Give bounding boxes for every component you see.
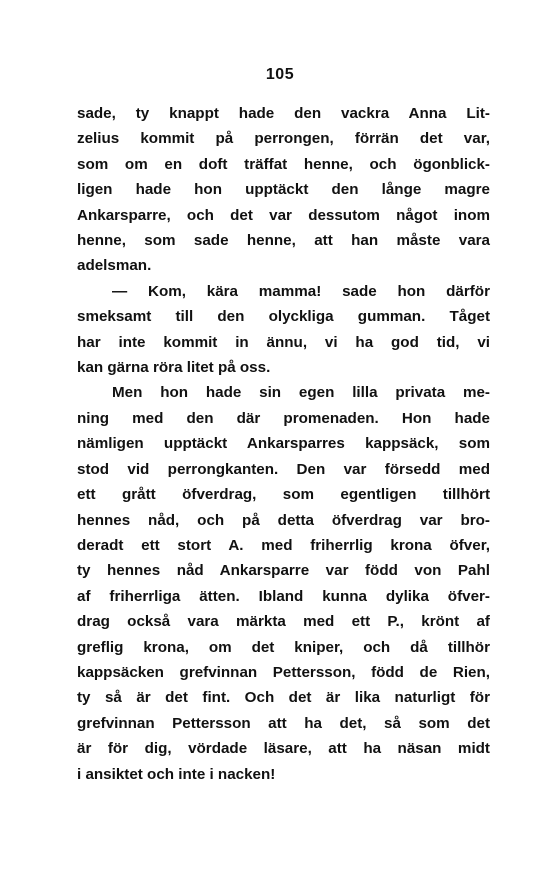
text-line: zelius kommit på perrongen, förrän det var, (77, 130, 490, 148)
text-line: adelsman. (77, 257, 152, 275)
text-line: ning med den där promenaden. Hon hade (77, 409, 490, 427)
text-line: Ankarsparre, och det var dessutom något inom (77, 206, 490, 224)
text-line: som om en doft träffat henne, och ögonblick- (77, 155, 490, 173)
text-line: Men hon hade sin egen lilla privata me- (112, 384, 490, 402)
text-line: i ansiktet och inte i nacken! (77, 765, 276, 783)
text-line: har inte kommit in ännu, vi ha god tid, vi (77, 333, 490, 351)
text-line: — Kom, kära mamma! sade hon därför (112, 282, 490, 300)
paragraph (77, 101, 490, 279)
text-line: nämligen upptäckt Ankarsparres kappsäck, som (77, 435, 490, 453)
text-line: smeksamt till den olyckliga gumman. Tåget (77, 308, 490, 326)
page-number: 105 (265, 66, 295, 83)
text-line: henne, som sade henne, att han måste vara (77, 232, 490, 250)
text-line: grefvinnan Pettersson att ha det, så som det (77, 714, 490, 732)
text-line: greflig krona, om det kniper, och då tillhör (77, 638, 490, 656)
text-line: hennes nåd, och på detta öfverdrag var bro- (77, 511, 490, 529)
text-line: kappsäcken grefvinnan Pettersson, född de Rien, (77, 663, 490, 681)
text-line: af friherrliga ätten. Ibland kunna dylika öfver- (77, 587, 490, 605)
text-line: stod vid perrongkanten. Den var försedd med (77, 460, 490, 478)
text-line: ligen hade hon upptäckt den långe magre (77, 181, 490, 199)
text-line: ty hennes nåd Ankarsparre var född von Pahl (77, 562, 490, 580)
text-line: ett grått öfverdrag, som egentligen tillhört (77, 486, 490, 504)
text-line: är för dig, vördade läsare, att ha näsan midt (77, 740, 490, 758)
body-text (77, 101, 490, 787)
text-line: drag också vara märkta med ett P., krönt af (77, 613, 490, 631)
text-line: ty så är det fint. Och det är lika naturligt för (77, 689, 490, 707)
text-line: kan gärna röra litet på oss. (77, 359, 271, 377)
text-line: deradt ett stort A. med friherrlig krona öfver, (77, 536, 490, 554)
paragraph (77, 380, 490, 787)
text-line: sade, ty knappt hade den vackra Anna Lit- (77, 105, 490, 122)
paragraph (77, 279, 490, 381)
